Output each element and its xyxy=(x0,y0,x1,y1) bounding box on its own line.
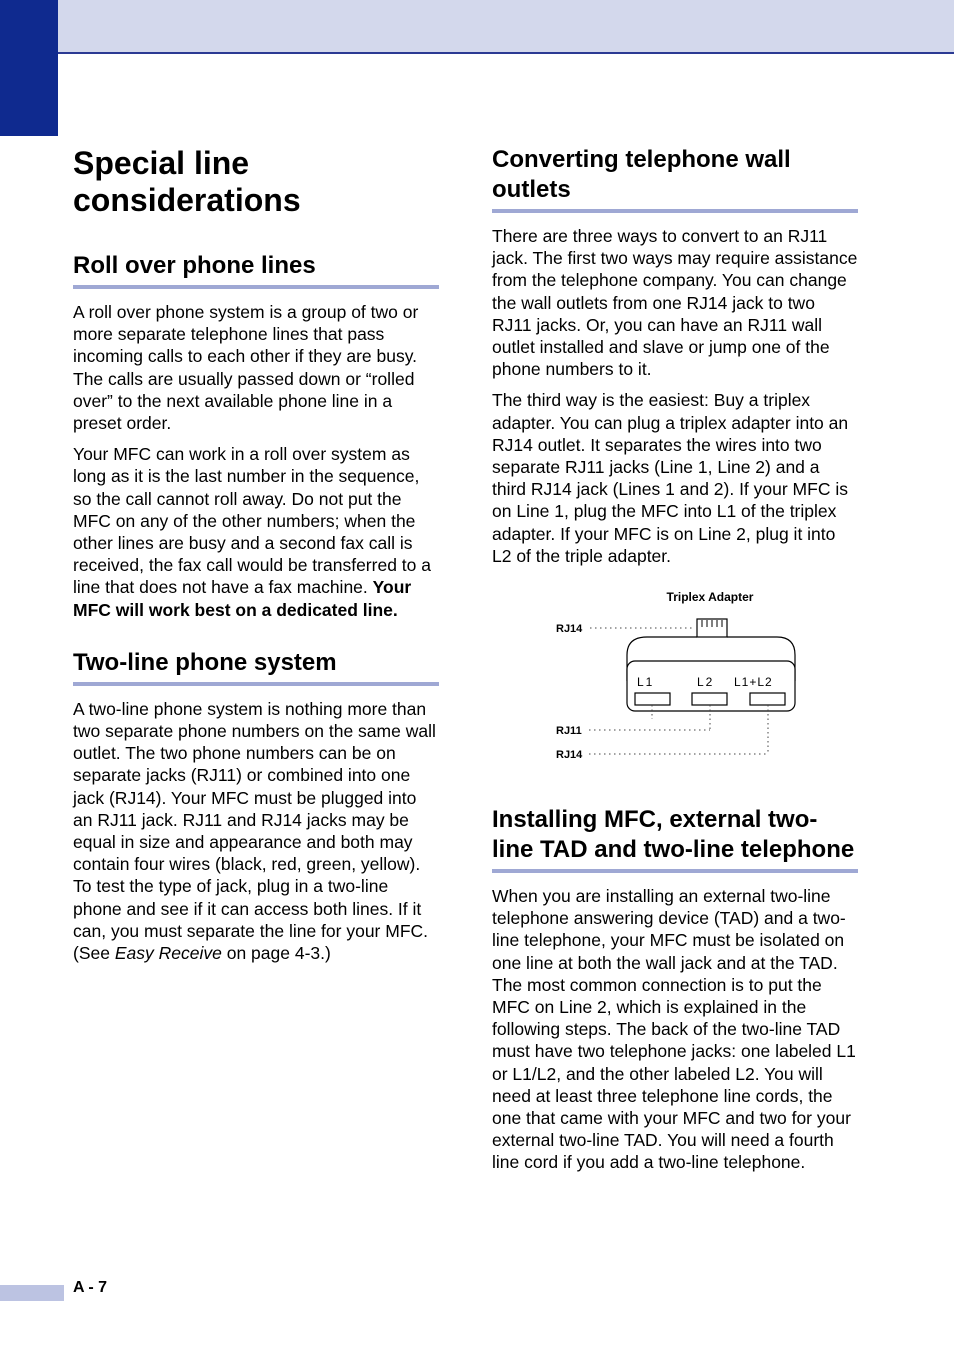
port-l1-jack xyxy=(635,693,670,705)
rj14-top-label: RJ14 xyxy=(556,623,583,636)
footer-bar xyxy=(0,1285,64,1301)
roll-over-paragraph-2 xyxy=(73,443,439,621)
roll-over-paragraph-2-text: Your MFC can work in a roll over system as long as it is the last number in the sequence, so the call cannot roll away. Do not put the MFC on any of the other numbers; when the other lines are busy and a second fax call is received, the fax call would be transferred to a line that does not have a fax machine. xyxy=(73,444,431,598)
header-band xyxy=(0,0,954,54)
triplex-adapter-diagram xyxy=(492,579,858,769)
roll-over-paragraph-1: A roll over phone system is a group of two or more separate telephone lines that pass incoming calls to each other if they are busy. The calls are usually passed down or “rolled over” to the next available phone line in a preset order. xyxy=(73,302,419,434)
port-label-l2: L2 xyxy=(697,675,715,690)
chapter-tab xyxy=(0,0,58,136)
section-heading-roll-over: Roll over phone lines xyxy=(73,251,439,289)
two-line-paragraph xyxy=(73,698,439,964)
port-l2-jack xyxy=(692,693,727,705)
page-title: Special line considerations xyxy=(73,145,301,218)
port-l1l2-jack xyxy=(750,693,785,705)
section-heading-installing: Installing MFC, external two-line TAD and two-line telephone xyxy=(492,805,858,873)
diagram-title: Triplex Adapter xyxy=(666,590,754,605)
section-heading-two-line: Two-line phone system xyxy=(73,648,439,686)
converting-paragraph-1: There are three ways to convert to an RJ11 jack. The first two ways may require assistance from the telephone company. You can change the wall outlets from one RJ14 jack to two RJ11 jacks. Or, you can have an RJ11 wall outlet installed and slave or jump one of the phone numbers to it. xyxy=(492,226,858,380)
installing-paragraph: When you are installing an external two-line telephone answering device (TAD) and a two-line telephone, your MFC must be isolated on one line at both the wall jack and at the TAD. The most common connection is to put the MFC on Line 2, which is explained in the following steps. The back of the two-line TAD must have two telephone jacks: one labeled L1 or L1/L2, and the other labeled L2. You will need at least three telephone line cords, the one that came with your MFC and two for your external two-line TAD. You will need a fourth line cord if you add a two-line telephone. xyxy=(492,886,856,1173)
port-label-l1l2: L1+L2 xyxy=(734,675,773,690)
rj14-bottom-label: RJ14 xyxy=(556,749,583,762)
port-label-l1: L1 xyxy=(637,675,655,690)
page-number: A - 7 xyxy=(73,1279,108,1296)
two-line-paragraph-end: on page 4-3.) xyxy=(226,943,331,964)
left-column xyxy=(73,140,439,973)
converting-paragraph-2: The third way is the easiest: Buy a triplex adapter. You can plug a triplex adapter into an RJ14 outlet. It separates the wires into two separate RJ11 jacks (Line 1, Line 2) and a third RJ14 jack (Lines 1 and 2). If your MFC is on Line 1, plug the MFC into L1 of the triplex adapter. If your MFC is on Line 2, plug it into L2 of the triple adapter. xyxy=(492,390,849,566)
rj11-label: RJ11 xyxy=(556,725,582,738)
right-column xyxy=(492,140,858,1183)
two-line-paragraph-text: A two-line phone system is nothing more than two separate phone numbers on the same wall outlet. The two phone numbers can be on separate jacks (RJ11) or combined into one jack (RJ14). Your MFC must be plugged into an RJ11 jack. RJ11 and RJ14 jacks may be equal in size and appearance and both may contain four wires (black, red, green, yellow). To test the type of jack, plug in a two-line phone and see if it can access both lines. If it can, you must separate the line for your MFC. (See xyxy=(73,698,436,964)
section-heading-converting: Converting telephone wall outlets xyxy=(492,145,858,213)
roll-over-bold-note: Your MFC will work best on a dedicated line. xyxy=(73,577,412,620)
easy-receive-reference: Easy Receive xyxy=(114,943,222,964)
